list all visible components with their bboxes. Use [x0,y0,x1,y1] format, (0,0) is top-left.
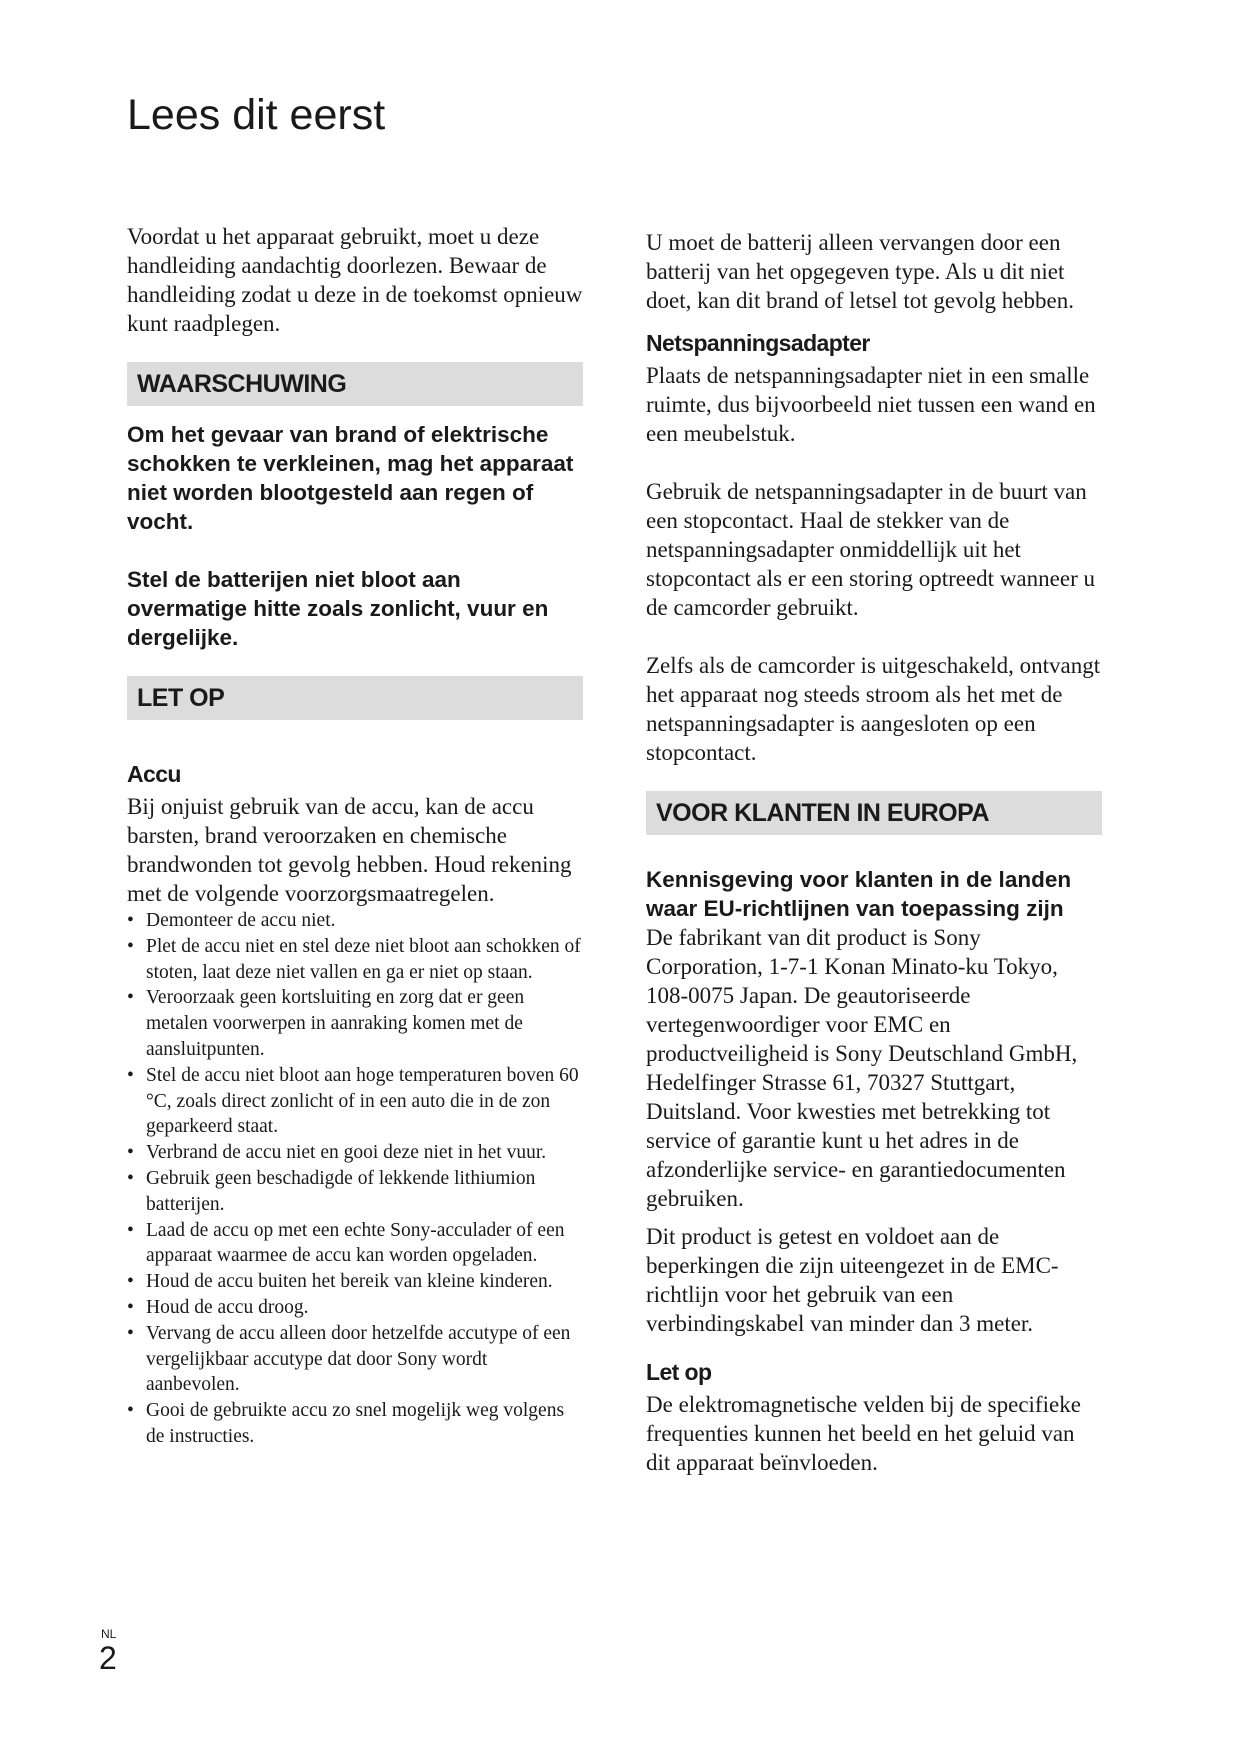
list-item: • Houd de accu droog. [127,1295,583,1321]
list-item: • Veroorzaak geen kortsluiting en zorg dat er geen metalen voorwerpen in aanraking komen met de aansluitpunten. [127,985,583,1062]
right-column [646,228,1102,1477]
letop-paragraph: De elektromagnetische velden bij de specifieke frequenties kunnen het beeld en het geluid van dit apparaat beïnvloeden. [646,1392,1081,1475]
list-item: • Houd de accu buiten het bereik van kleine kinderen. [127,1269,583,1295]
list-item: • Laad de accu op met een echte Sony-acculader of een apparaat waarmee de accu kan worden opgeladen. [127,1218,583,1270]
list-item: • Gebruik geen beschadigde of lekkende lithiumion batterijen. [127,1166,583,1218]
eu-notice-paragraph: De fabrikant van dit product is Sony Corporation, 1-7-1 Konan Minato-ku Tokyo, 108-0075 Japan. De geautoriseerde vertegenwoordiger voor EMC en productveiligheid is Sony Deutschland GmbH, Hedelfinger Strasse 61, 70327 Stuttgart, Duitsland. Voor kwesties met betrekking tot service of garantie kunt u het adres in de afzonderlijke service- en garantiedocumenten gebruiken. [646,925,1078,1211]
list-item: • Gooi de gebruikte accu zo snel mogelijk weg volgens de instructies. [127,1398,583,1450]
europe-heading: VOOR KLANTEN IN EUROPA [646,791,1102,835]
page-title: Lees dit eerst [127,91,386,139]
list-item: • Demonteer de accu niet. [127,908,583,934]
adapter-paragraph-3: Zelfs als de camcorder is uitgeschakeld, ontvangt het apparaat nog steeds stroom als het met de netspanningsadapter is aangesloten op een stopcontact. [646,653,1101,765]
list-item: • Stel de accu niet bloot aan hoge temperaturen boven 60 °C, zoals direct zonlicht of in een auto die in de zon geparkeerd staat. [127,1063,583,1140]
letop-heading: Let op [646,1359,712,1385]
list-item: • Verbrand de accu niet en gooi deze niet in het vuur. [127,1140,583,1166]
warning-text-fire: Om het gevaar van brand of elektrische schokken te verkleinen, mag het apparaat niet worden blootgesteld aan regen of vocht. [127,422,574,534]
page-number: 2 [99,1640,117,1676]
accu-precautions-list [127,908,583,1450]
caution-heading: LET OP [127,676,583,720]
eu-notice-heading: Kennisgeving voor klanten in de landen waar EU-richtlijnen van toepassing zijn [646,867,1072,921]
list-item: • Vervang de accu alleen door hetzelfde accutype of een vergelijkbaar accutype dat door Sony wordt aanbevolen. [127,1321,583,1398]
warning-heading: WAARSCHUWING [127,362,583,406]
battery-replace-paragraph: U moet de batterij alleen vervangen door een batterij van het opgegeven type. Als u dit niet doet, kan dit brand of letsel tot gevolg hebben. [646,230,1074,313]
accu-intro: Bij onjuist gebruik van de accu, kan de accu barsten, brand veroorzaken en chemische brandwonden tot gevolg hebben. Houd rekening met de volgende voorzorgsmaatregelen. [127,794,572,906]
list-item: • Plet de accu niet en stel deze niet bloot aan schokken of stoten, laat deze niet vallen en ga er niet op staan. [127,934,583,986]
accu-heading: Accu [127,761,181,787]
language-code: NL [101,1627,117,1641]
adapter-heading: Netspanningsadapter [646,330,870,356]
emc-paragraph: Dit product is getest en voldoet aan de beperkingen die zijn uiteengezet in de EMC-richtlijn voor het gebruik van een verbindingskabel van minder dan 3 meter. [646,1224,1059,1336]
adapter-paragraph-1: Plaats de netspanningsadapter niet in een smalle ruimte, dus bijvoorbeeld niet tussen een wand en een meubelstuk. [646,363,1096,446]
adapter-paragraph-2: Gebruik de netspanningsadapter in de buurt van een stopcontact. Haal de stekker van de netspanningsadapter onmiddellijk uit het stopcontact als er een storing optreedt wanneer u de camcorder gebruikt. [646,479,1095,620]
left-column [127,222,583,1450]
intro-paragraph: Voordat u het apparaat gebruikt, moet u deze handleiding aandachtig doorlezen. Bewaar de handleiding zodat u deze in de toekomst opnieuw kunt raadplegen. [127,224,583,336]
warning-text-batteries: Stel de batterijen niet bloot aan overmatige hitte zoals zonlicht, vuur en dergelijke. [127,567,549,650]
